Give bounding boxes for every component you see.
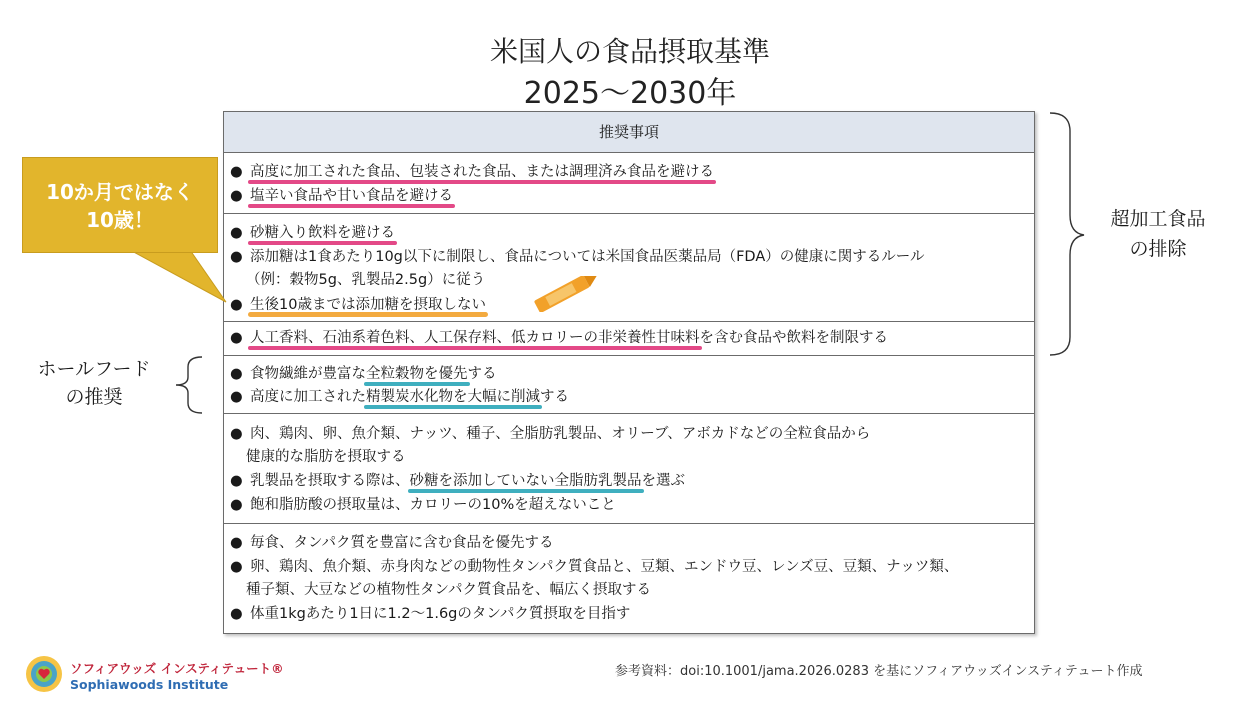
list-item: ● 高度に加工された精製炭水化物を大幅に削減する xyxy=(230,389,569,405)
section-protein xyxy=(224,524,1034,634)
bullet-icon: ● xyxy=(230,535,243,551)
left-brace-icon xyxy=(166,355,206,415)
bullet-icon: ● xyxy=(230,473,243,489)
bullet-icon: ● xyxy=(230,297,243,313)
logo-text-en: Sophiawoods Institute xyxy=(70,677,229,692)
list-item: ● 乳製品を摂取する際は、砂糖を添加していない全脂肪乳製品を選ぶ xyxy=(230,473,685,489)
bullet-icon: ● xyxy=(230,330,243,346)
recommendations-table xyxy=(223,111,1035,634)
list-item: ● 飽和脂肪酸の摂取量は、カロリーの10%を超えないこと xyxy=(230,497,616,513)
list-item: ● 体重1kgあたり1日に1.2～1.6gのタンパク質摂取を目指す xyxy=(230,606,631,622)
bullet-icon: ● xyxy=(230,249,243,265)
section-added-sugar xyxy=(224,214,1034,322)
section-fats xyxy=(224,414,1034,524)
list-item: ● 人工香料、石油系着色料、人工保存料、低カロリーの非栄養性甘味料を含む食品や飲料を制限する xyxy=(230,330,888,346)
list-item: ● 卵、鶏肉、魚介類、赤身肉などの動物性タンパク質食品と、豆類、エンドウ豆、レンズ豆、豆類、ナッツ類、 xyxy=(230,559,959,575)
bullet-icon: ● xyxy=(230,366,243,382)
callout-note: 10か月ではなく 10歳！ xyxy=(22,157,218,253)
right-brace-icon xyxy=(1046,111,1086,357)
table-header: 推奨事項 xyxy=(224,112,1034,153)
reference-note: 参考資料：doi:10.1001/jama.2026.0283 を基にソフィアウッズインスティテュート作成 xyxy=(615,664,1143,679)
list-item-continuation: 健康的な脂肪を摂取する xyxy=(246,449,406,465)
page-title: 米国人の食品摂取基準 xyxy=(489,35,770,68)
list-item-continuation: 種子類、大豆などの植物性タンパク質食品を、幅広く摂取する xyxy=(246,582,651,598)
list-item: ● 生後10歳までは添加糖を摂取しない xyxy=(230,297,486,313)
logo-text-jp: ソフィアウッズ インスティテュート® xyxy=(70,661,284,676)
list-item: ● 高度に加工された食品、包装された食品、または調理済み食品を避ける xyxy=(230,164,714,180)
bullet-icon: ● xyxy=(230,497,243,513)
list-item: ● 食物繊維が豊富な全粒穀物を優先する xyxy=(230,366,497,382)
list-item: ● 添加糖は1食あたり10g以下に制限し、食品については米国食品医薬品局（FDA）の健康に関するルール xyxy=(230,249,925,265)
ultra-processed-label: 超加工食品 の排除 xyxy=(1110,208,1206,260)
list-item: ● 塩辛い食品や甘い食品を避ける xyxy=(230,188,453,204)
bullet-icon: ● xyxy=(230,389,243,405)
whole-food-label: ホールフード の推奨 xyxy=(37,358,151,408)
list-item: ● 砂糖入り飲料を避ける xyxy=(230,225,395,241)
bullet-icon: ● xyxy=(230,225,243,241)
bullet-icon: ● xyxy=(230,164,243,180)
section-ultra-processed xyxy=(224,153,1034,214)
bullet-icon: ● xyxy=(230,426,243,442)
list-item: ● 毎食、タンパク質を豊富に含む食品を優先する xyxy=(230,535,554,551)
list-item: ● 肉、鶏肉、卵、魚介類、ナッツ、種子、全脂肪乳製品、オリーブ、アボカドなどの全粒食品から xyxy=(230,426,871,442)
crayon-icon xyxy=(524,276,604,312)
sophiawoods-logo-icon xyxy=(24,654,64,694)
section-grains xyxy=(224,356,1034,414)
bullet-icon: ● xyxy=(230,559,243,575)
section-additives xyxy=(224,322,1034,356)
page-subtitle: 2025～2030年 xyxy=(523,76,737,111)
bullet-icon: ● xyxy=(230,188,243,204)
list-item-continuation: （例：穀物5g、乳製品2.5g）に従う xyxy=(246,272,486,288)
bullet-icon: ● xyxy=(230,606,243,622)
